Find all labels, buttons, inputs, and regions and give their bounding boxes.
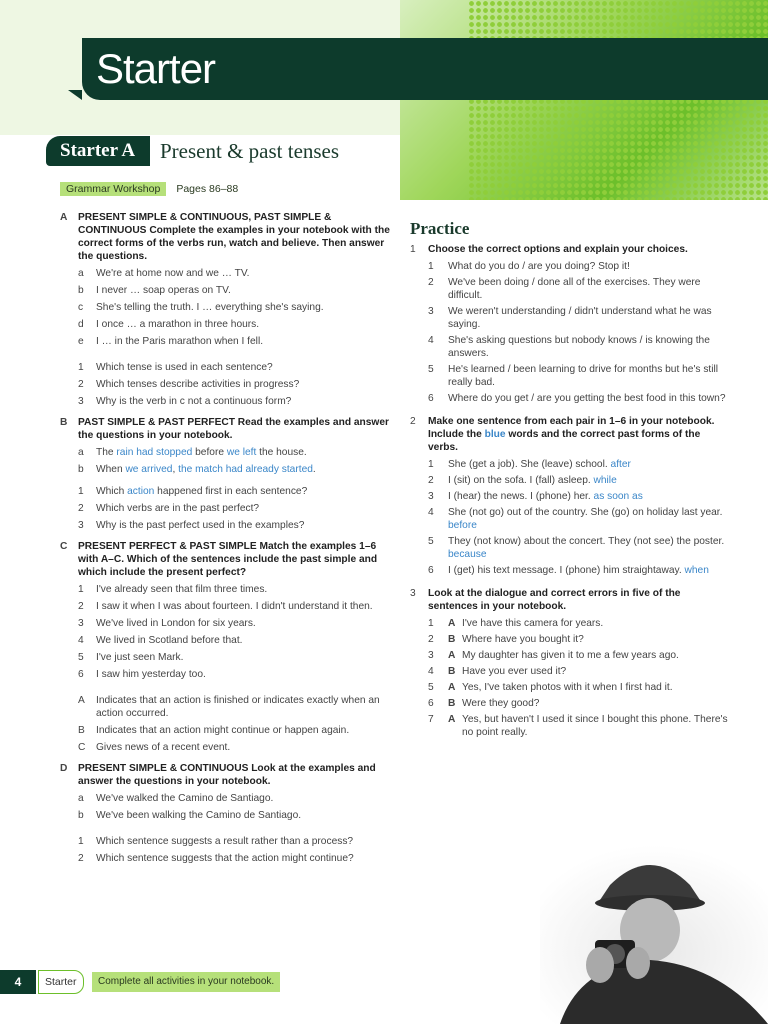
section-d [60,762,390,865]
list-item: 2 I saw it when I was about fourteen. I didn't understand it then. [78,601,373,612]
footer-section-label: Starter [38,970,84,994]
exercise-item: 5 He's learned / been learning to drive for months but he's still really bad. [428,364,719,388]
section-heading: PRESENT SIMPLE & CONTINUOUS, PAST SIMPLE & CONTINUOUS Complete the examples in your notebook with the correct forms of the verbs run, watch and believe. Then answer the questions. [78,212,390,262]
exercise-item: 3 A My daughter has given it to me a few years ago. [428,650,679,661]
exercise-item: 1 What do you do / are you doing? Stop it! [428,261,630,272]
list-item: 4 We lived in Scotland before that. [78,635,243,646]
left-column [60,211,390,873]
list-item: B Indicates that an action might continue or happen again. [78,725,350,736]
practice-heading: Practice [410,219,470,238]
section-letter: A [60,212,68,223]
list-item: 1 I've already seen that film three times. [78,584,268,595]
exercise-item: 5 A Yes, I've taken photos with it when I first had it. [428,682,673,693]
section-title: Present & past tenses [160,139,340,163]
exercise-item: 7 A Yes, but haven't I used it since I bought this phone. There's no point really. [428,714,728,738]
list-item: a The rain had stopped before we left the house. [78,447,307,458]
list-item: e I … in the Paris marathon when I fell. [78,336,264,347]
list-item: c She's telling the truth. I … everything she's saying. [78,302,324,313]
section-heading: PAST SIMPLE & PAST PERFECT Read the examples and answer the questions in your notebook. [78,417,389,441]
list-item: 5 I've just seen Mark. [78,652,184,663]
page-number: 4 [0,970,36,994]
exercise-item: 1 A I've have this camera for years. [428,618,604,629]
header-dot-pattern [468,0,768,200]
list-item: b When we arrived, the match had already started. [78,464,316,475]
photographer-photo [540,845,768,1024]
exercise-item: 2 B Where have you bought it? [428,634,584,645]
exercise-item: 6 Where do you get / are you getting the best food in this town? [428,393,726,404]
exercise-item: 3 We weren't understanding / didn't understand what he was saying. [428,306,712,330]
exercise-item: 6 I (get) his text message. I (phone) him straightaway. when [428,565,709,576]
list-item: a We've walked the Camino de Santiago. [78,793,274,804]
list-item: 1 Which sentence suggests a result rather than a process? [78,836,354,847]
footer-note: Complete all activities in your notebook. [92,972,280,992]
section-c [60,540,390,754]
list-item: 3 Why is the past perfect used in the examples? [78,520,305,531]
exercise-item: 4 B Have you ever used it? [428,666,567,677]
practice-exercise-1: 1 Choose the correct options and explain your choices. 1 What do you do / are you doing? Stop it! 2 We've been doing / done all of the exercises. They were difficult. 3 We weren't understanding / didn't understand what he was saying. 4 She's asking questions but nobody knows / is knowing the answers. 5 He's learned / been learning to drive for months but he's still really bad. 6 Where do you get / are you getting the best food in this town? [410,243,728,405]
list-item: 1 Which action happened first in each sentence? [78,486,308,497]
practice-exercise-3: 3 Look at the dialogue and correct errors in five of the sentences in your notebook. 1 A I've have this camera for years. 2 B Where have you bought it? 3 A My daughter has given it to me a few years ago. 4 B Have you ever used it? 5 A Yes, I've taken photos with it when I first had it. 6 B Were they good? 7 A Yes, but haven't I used it since I bought this phone. There's no point really. [410,588,728,738]
list-item: 2 Which verbs are in the past perfect? [78,503,260,514]
list-item: 2 Which sentence suggests that the action might continue? [78,853,354,864]
list-item: C Gives news of a recent event. [78,742,231,753]
section-letter: B [60,417,68,428]
exercise-item: 1 She (get a job). She (leave) school. after [428,459,631,470]
exercise-item: 3 I (hear) the news. I (phone) her. as soon as [428,491,643,502]
grammar-workshop-ref [60,180,238,198]
exercise-item: 2 I (sit) on the sofa. I (fall) asleep. while [428,475,617,486]
section-heading: PRESENT SIMPLE & CONTINUOUS Look at the examples and answer the questions in your notebook. [78,763,376,787]
grammar-workshop-label: Grammar Workshop [60,182,166,196]
list-item: b I never … soap operas on TV. [78,285,231,296]
list-item: d I once … a marathon in three hours. [78,319,260,330]
list-item: 3 Why is the verb in c not a continuous form? [78,396,292,407]
list-item: 1 Which tense is used in each sentence? [78,362,273,373]
section-letter: D [60,763,68,774]
section-heading: PRESENT PERFECT & PAST SIMPLE Match the examples 1–6 with A–C. Which of the sentences include the past simple and which include the present perfect? [78,541,378,578]
exercise-item: 4 She (not go) out of the country. She (go) on holiday last year. before [428,507,723,531]
exercise-item: 2 We've been doing / done all of the exercises. They were difficult. [428,277,701,301]
right-column [410,219,728,749]
grammar-workshop-pages: Pages 86–88 [176,183,239,195]
section-a [60,211,390,408]
exercise-item: 4 She's asking questions but nobody knows / is knowing the answers. [428,335,710,359]
list-item: A Indicates that an action is finished or indicates exactly when an action occurred. [78,695,380,719]
list-item: a We're at home now and we … TV. [78,268,250,279]
section-letter: C [60,541,68,552]
list-item: 3 We've lived in London for six years. [78,618,256,629]
list-item: 2 Which tenses describe activities in progress? [78,379,300,390]
section-b [60,416,390,532]
exercise-item: 5 They (not know) about the concert. They (not see) the poster. because [428,536,725,560]
page-title: Starter [96,45,216,92]
section-tag: Starter A [60,140,136,161]
list-item: 6 I saw him yesterday too. [78,669,206,680]
list-item: b We've been walking the Camino de Santiago. [78,810,302,821]
practice-exercise-2: 2 Make one sentence from each pair in 1–6 in your notebook. Include the blue words and the correct past forms of the verbs. 1 She (get a job). She (leave) school. after 2 I (sit) on the sofa. I (fall) asleep. while 3 I (hear) the news. I (phone) her. as soon as 4 She (not go) out of the country. She (go) on holiday last year. before 5 They (not know) about the concert. They (not see) the poster. because 6 I (get) his text message. I (phone) him straightaway. when [410,415,728,577]
exercise-item: 6 B Were they good? [428,698,540,709]
